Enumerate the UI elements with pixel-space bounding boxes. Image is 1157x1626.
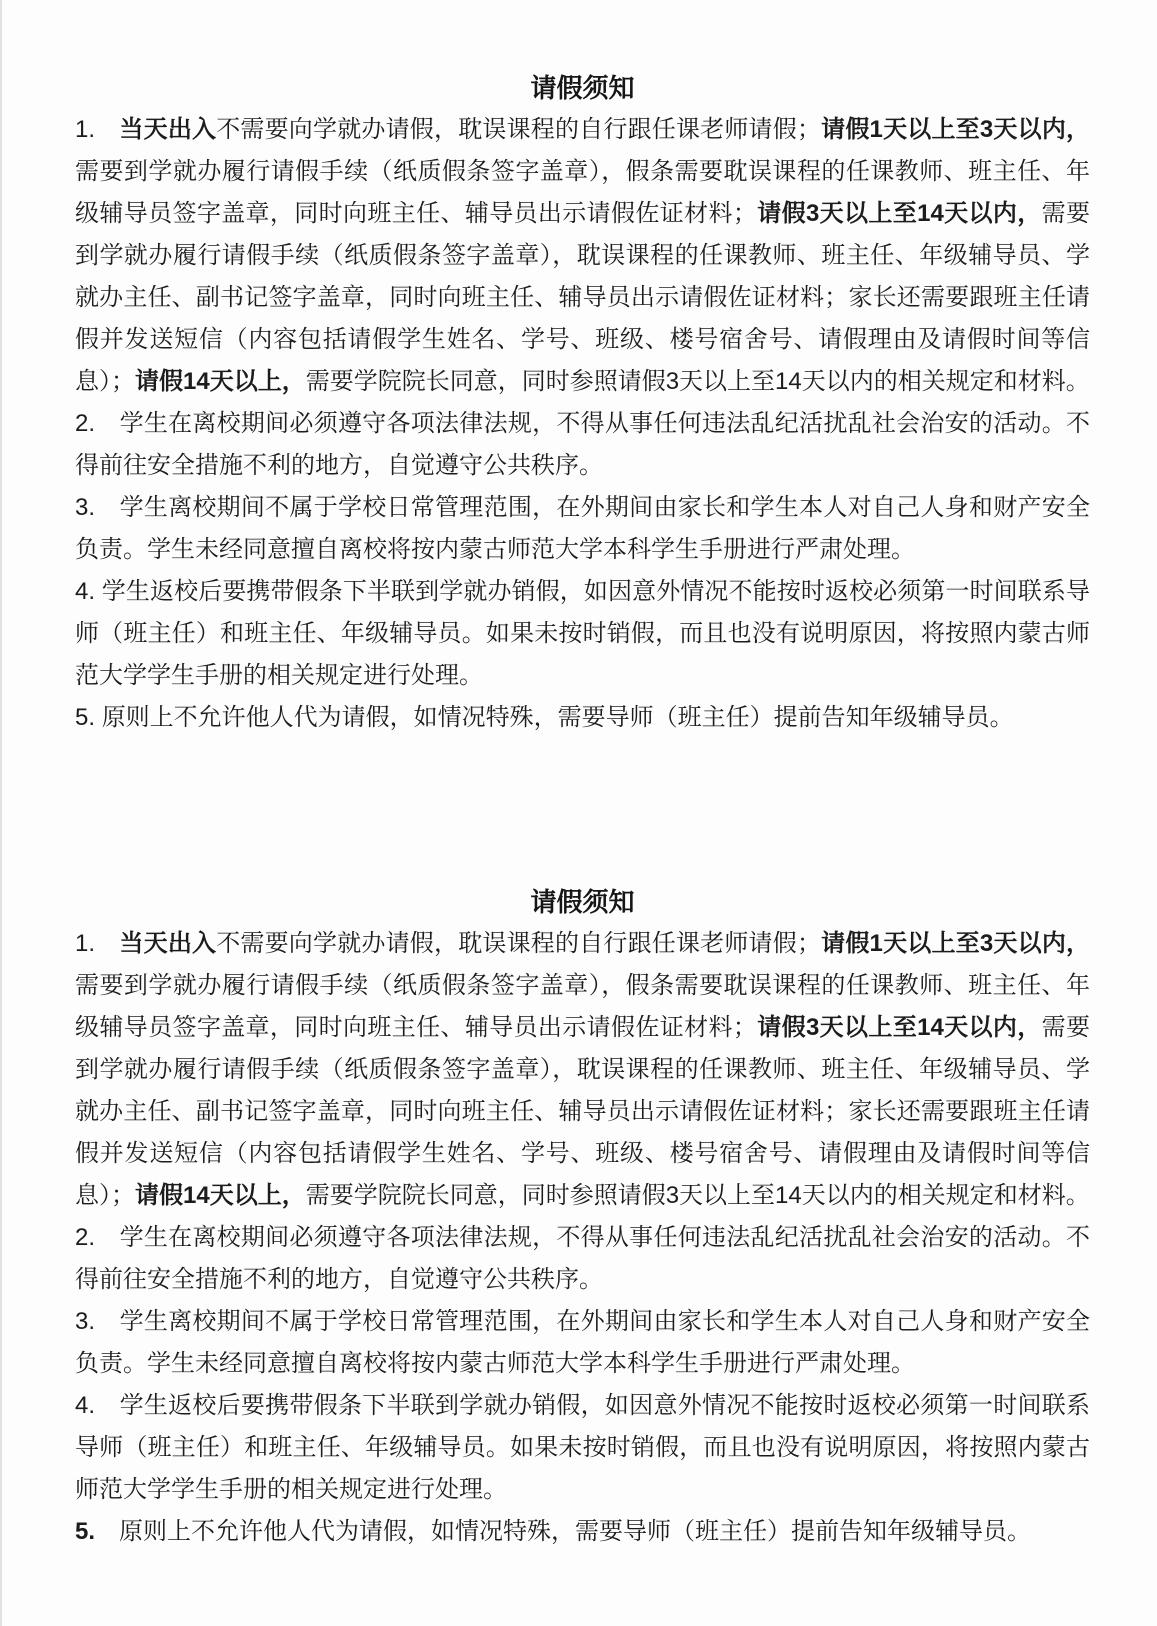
text-run: 学生离校期间不属于学校日常管理范围，在外期间由家长和学生本人对自己人身和财产安全负责。学生未经同意擅自离校将按内蒙古师范大学本科学生手册进行严肃处理。 (75, 494, 1091, 563)
text-run: 学生在离校期间必须遵守各项法律法规，不得从事任何违法乱纪活扰乱社会治安的活动。不得前往安全措施不利的地方，自觉遵守公共秩序。 (75, 410, 1091, 479)
notice-item (75, 1385, 1090, 1511)
text-run: 需要到学就办履行请假手续（纸质假条签字盖章），耽误课程的任课教师、班主任、年级辅导员、学就办主任、副书记签字盖章，同时向班主任、辅导员出示请假佐证材料；家长还需要跟班主任请假并发送短信（内容包括请假学生姓名、学号、班级、楼号宿舍号、请假理由及请假时间等信息）； (75, 1014, 1091, 1209)
text-run: 需要学院院长同意，同时参照请假3天以上至14天以内的相关规定和材料。 (305, 368, 1090, 395)
text-run: 需要学院院长同意，同时参照请假3天以上至14天以内的相关规定和材料。 (305, 1182, 1090, 1209)
text-run: 学生返校后要携带假条下半联到学就办销假，如因意外情况不能按时返校必须第一时间联系导师（班主任）和班主任、年级辅导员。如果未按时销假，而且也没有说明原因，将按照内蒙古师范大学学生手册的相关规定进行处理。 (75, 1392, 1091, 1503)
text-run: 原则上不允许他人代为请假，如情况特殊，需要导师（班主任）提前告知年级辅导员。 (95, 1518, 1032, 1545)
text-run: 4. (75, 578, 102, 605)
text-run: 3. (75, 1308, 120, 1335)
bold-text-run: 请假3天以上至14天以内， (756, 200, 1042, 227)
text-run: 2. (75, 410, 120, 437)
notice-items-1 (75, 109, 1090, 739)
text-run: 需要到学就办履行请假手续（纸质假条签字盖章），假条需要耽误课程的任课教师、班主任、年级辅导员签字盖章，同时向班主任、辅导员出示请假佐证材料； (75, 972, 1090, 1041)
text-run: 5. (75, 704, 102, 731)
bold-text-run: 当天出入 (119, 930, 217, 957)
bold-text-run: 5. (75, 1518, 96, 1545)
bold-text-run: 请假14天以上， (135, 368, 306, 395)
text-run: 学生返校后要携带假条下半联到学就办销假，如因意外情况不能按时返校必须第一时间联系导师（班主任）和班主任、年级辅导员。如果未按时销假，而且也没有说明原因，将按照内蒙古师范大学学生手册的相关规定进行处理。 (75, 578, 1091, 689)
notice-title-1: 请假须知 (530, 73, 635, 103)
notice-item (75, 109, 1090, 403)
notice-item (75, 1511, 1090, 1553)
bold-text-run: 当天出入 (119, 116, 217, 143)
text-run: 需要到学就办履行请假手续（纸质假条签字盖章），耽误课程的任课教师、班主任、年级辅导员、学就办主任、副书记签字盖章，同时向班主任、辅导员出示请假佐证材料；家长还需要跟班主任请假并发送短信（内容包括请假学生姓名、学号、班级、楼号宿舍号、请假理由及请假时间等信息）； (75, 200, 1091, 395)
notice-section-1 (75, 67, 1090, 739)
bold-text-run: 请假14天以上， (135, 1182, 306, 1209)
notice-item (75, 403, 1090, 487)
text-run: 4. (75, 1392, 120, 1419)
notice-item (75, 1217, 1090, 1301)
text-run: 1. (75, 116, 120, 143)
text-run: 2. (75, 1224, 120, 1251)
notice-item (75, 923, 1090, 1217)
notice-item (75, 571, 1090, 697)
bold-text-run: 请假1天以上至3天以内， (820, 116, 1091, 143)
text-run: 原则上不允许他人代为请假，如情况特殊，需要导师（班主任）提前告知年级辅导员。 (101, 704, 1014, 731)
notice-items-2 (75, 923, 1090, 1553)
text-run: 3. (75, 494, 120, 521)
notice-item (75, 1301, 1090, 1385)
notice-item (75, 487, 1090, 571)
text-run: 不需要向学就办请假，耽误课程的自行跟任课老师请假； (216, 930, 821, 957)
text-run: 不需要向学就办请假，耽误课程的自行跟任课老师请假； (216, 116, 821, 143)
bold-text-run: 请假3天以上至14天以内， (756, 1014, 1042, 1041)
text-run: 1. (75, 930, 120, 957)
notice-section-2 (75, 881, 1090, 1553)
text-run: 学生离校期间不属于学校日常管理范围，在外期间由家长和学生本人对自己人身和财产安全负责。学生未经同意擅自离校将按内蒙古师范大学本科学生手册进行严肃处理。 (75, 1308, 1091, 1377)
notice-title-2: 请假须知 (530, 887, 635, 917)
bold-text-run: 请假1天以上至3天以内， (820, 930, 1091, 957)
notice-item (75, 697, 1090, 739)
text-run: 学生在离校期间必须遵守各项法律法规，不得从事任何违法乱纪活扰乱社会治安的活动。不得前往安全措施不利的地方，自觉遵守公共秩序。 (75, 1224, 1091, 1293)
text-run: 需要到学就办履行请假手续（纸质假条签字盖章），假条需要耽误课程的任课教师、班主任、年级辅导员签字盖章，同时向班主任、辅导员出示请假佐证材料； (75, 158, 1090, 227)
scan-left-edge (0, 0, 2, 1626)
